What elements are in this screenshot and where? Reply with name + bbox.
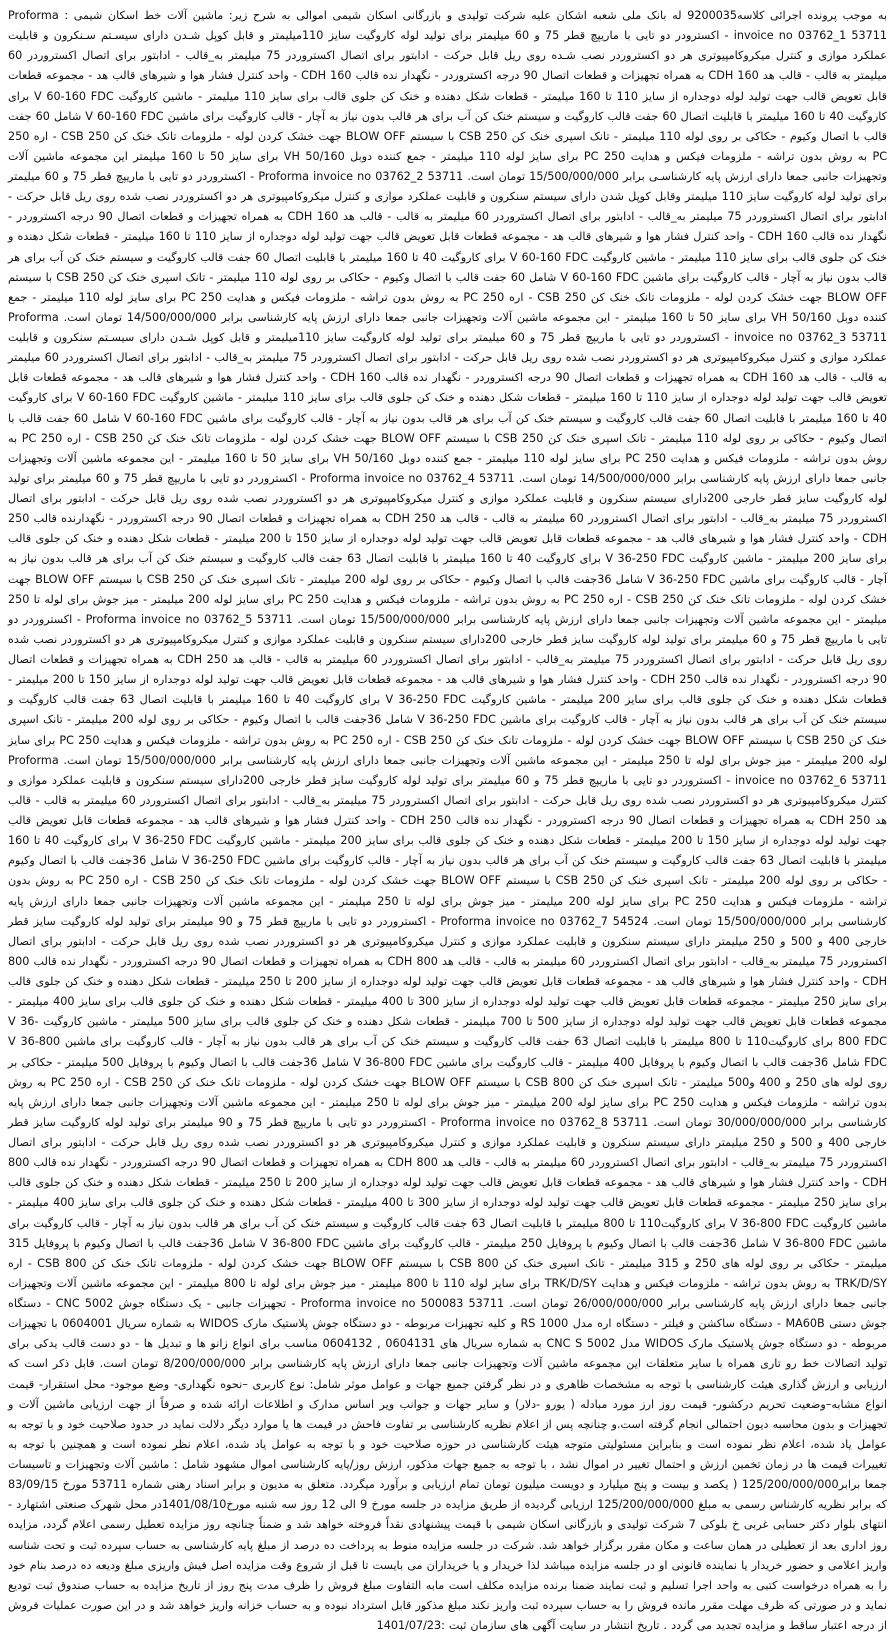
auction-notice-text: به موجب پرونده اجرائی کلاسه9200035 له بانک ملی شعبه اشکان علیه شرکت تولیدی و بازرگانی اسکان شیمی اموالی به شرح زیر: ماشین آلات خط اسکان شیمی : Proforma invoice no 03762_1 53711 - اکسترودر دو تایی با ماریپچ قطر 75 و 60 میلیمتر برای تولید لوله کاروگیت سایز 110میلیمتر و قابل کوپل شـدن دارای سیسـتم سـنکرون و قابلیت عملکرد موازی و کنترل میکروکامپیوتری هر دو اکستروردر نصب شـده روی ریل قابل حرکت - ادابتور برای اتصال اکستروردر 75 میلیمتر به_قالب - ادابتور برای اتصال اکستروردر 60 میلیمتر به قالب - قالب هد 160 CDH به همراه تجهیزات و قطعات اتصال 90 درجه اکستروردر - نگهدار نده قالب 160 CDH - واحد کنترل فشار هوا و شیرهای قالب هد - مجموعه قطعات قابل تعویض قالب جهت تولید لوله دوجداره از سایز 110 تا 160 میلیمتر - قطعات شکل دهنده و خنک کن جلوی قالب برای سایز 110 میلیمتر - ماشین کاروگیت V 60-160 FDC برای کاروگیت 40 تا 160 میلیمتر با قابلیت اتصال 60 جفت قالب کاروگیت و سیستم خنک کن آب برای هر قالب بدون نیاز به آچار - قالب کاروگیت برای ماشین V 60-160 FDC شامل 60 جفت قالب با اتصال وکیوم - حکاکی بر روی لوله 110 میلیمتر - تانک اسپری خنک کن 250 CSB با سیستم BLOW OFF جهت خشک کردن لوله - ملزومات تانک خنک کن 250 CSB - اره 250 PC به روش بدون تراشه - ملزومات فیکس و هدایت 250 PC برای سایز لوله 110 میلیمتر - جمع کننده دوبل 50/160 VH برای سایز 50 تا 160 میلیمتر این مجموعه ماشین آلات وتجهیزات جانبی جمعا دارای ارزش پایه کارشناسـی برابر 15/500/000/000 تومان است. Proforma invoice no 03762_2 53711 - اکستروردر دو تایی با ماریپچ قطر 75 و 60 میلیمتر برای تولید لوله کاروگیت سایز 110 میلیمتر وقابل کوپل شدن دارای سیستم سنکرون و قابلیت عملکرد موازی و کنترل میکروکامپیوتری هر دو اکستروردر نصب شده روی ریل قابل حرکت - ادابتور برای اتصال اکستروردر 75 میلیمتر به_قالب - ادابتور برای اتصال اکستروردر 60 میلیمتر به قالب - قالب هد 160 CDH به همراه تجهیزات و قطعات اتصال 90 درجه اکستروردر - نگهدار نده قالب 160 CDH - واحد کنترل فشار هوا و شیرهای قالب هد - مجموعه قطعات قابل تعویض قالب جهت تولید لوله دوجداره از سایز 110 تا 160 میلیمتر - قطعات شکل دهنده و خنک کن جلوی قالب برای سایز 110 میلیمتر - ماشین کاروگیت V 60-160 FDC برای کاروگیت 40 تا 160 میلیمتر با قابلیت اتصال 60 جفت قالب کاروگیت و سیستم خنک کن آب برای هر قالب بدون نیاز به آچار - قالب کاروگیت برای ماشین V 60-160 FDC شامل 60 جفت قالب با اتصال وکیوم - حکاکی بر روی لوله 110 میلیمتر - تانک اسپری خنک کن CSB 250 با سیستم BLOW OFF جهت خشک کردن لوله - ملزومات تانک خنک کن 250 CSB - اره 250 PC به روش بدون تراشه - ملزومات فیکس و هدایت 250 PC برای سایز لوله 110 میلیمتر - جمع کننده دوبل 50/160 VH برای سایز 50 تا 160 میلیمتر - این مجموعه ماشین آلات وتجهیزات جانبی جمعا دارای ارزش پایه کارشناسی برابر 14/500/000/000 تومان است. Proforma invoice no 03762_3 53711 - اکستروردر دو تایی با ماریپچ قطر 75 و 60 میلیمتر برای تولید لوله کاروگیت سایز 110میلیمتر و قابل کوپل شـدن دارای سیسـتم سنکرون و قابلیت عملکرد موازی و کنترل میکروکامپیوتری هر دو اکستروردر نصب شده روی ریل قابل حرکت - ادابتور برای اتصال اکستروردر 75 میلیمتر به_قالب - ادابتور برای اتصال اکستروردر 60 میلیمتر به قالب - قالب هد 160 CDH به همراه تجهیزات و قطعات اتصال 90 درجه اکستروردر - نگهدار نده قالب 160 CDH - واحد کنترل فشار هوا و شیرهای قالب هد - مجموعه قطعات قابل تعویض قالب جهت تولید لوله دوجداره از سایز 110 تا 160 میلیمتر - قطعات شکل دهنده و خنک کن جلوی قالب برای سایز 110 میلیمتر - ماشین کاروگیت V 60-160 FDC برای کاروگیت 40 تا 160 میلیمتر با قابلیت اتصال 60 جفت قالب کاروگیت و سیستم خنک کن آب برای هر قالب بدون نیاز به آچار - قالب کاروگیت برای ماشین V 60-160 FDC شامل 60 جفت قالب با اتصال وکیوم - حکاکی بر روی لوله 110 میلیمتر - تانک اسپری خنک کن 250 CSB با سیستم BLOW OFF جهت خشک کردن لوله - ملزومات تانک خنک کن 250 CSB - اره 250 PC به روش بدون تراشه - ملزومات فیکس و هدایت 250 PC برای سایز لوله 110 میلیمتر - جمع کننده دوبل 50/160 VH برای سایز 50 تا 160 میلیمتر - این مجموعه ماشین آلات وتجهیزات جانبی جمعا دارای ارزش پایه کارشناسی برابر 14/500/000/000 تومان است. Proforma invoice no 03762_4 53711 - اکستروردر دو تایی با ماریپچ قطر 75 و 60 میلیمتر برای تولید لوله کاروگیت سایز قطر خارجی 200دارای سیستم سنکرون و قابلیت عملکرد موازی و کنترل میکروکامپیوتری هر دو اکستروردر نصب شده روی ریل قابل حرکت - ادابتور برای اتصال اکستروردر 75 میلیمتر به_قالب - ادابتور برای اتصال اکستروردر 60 میلیمتر به قالب - قالب هد 250 CDH به همراه تجهیزات و قطعات اتصال 90 درجه اکستروردر - نگهدارنده قالب 250 CDH - واحد کنترل فشار هوا و شیرهای قالب هد - مجموعه قطعات قابل تعویض قالب جهت تولید لوله دوجداره از سایز 150 تا 200 میلیمتر - قطعات شکل دهنده و خنک کن جلوی قالب برای سایز 200 میلیمتر - ماشین کاروگیت V 36-250 FDC برای کاروگیت 40 تا 160 میلیمتر با قابلیت اتصال 63 جفت قالب کاروگیت و سیستم خنک کن آب برای هر قالب بدون نیاز به آچار - قالب کاروگیت برای ماشین V 36-250 FDC شامل 36جفت قالب با اتصال وکیوم - حکاکی بر روی لوله 200 میلیمتر - تانک اسپری خنک کن CSB 250 با سیستم BLOW OFF جهت خشک کردن لوله - ملزومات تانک خنک کن 250 CSB - اره 250 PC به روش بدون تراشه - ملزومات فیکس و هدایت 250 PC برای سایز لوله 200 میلیمتر - میز جوش برای لوله تا 250 میلیمتر - این مجموعه ماشین آلات وتجهیزات جانبی جمعا دارای ارزش پایه کارشناسی برابر 15/500/000/000 تومان است. Proforma invoice no 03762_5 53711 - اکستروردر دو تایی با ماریپچ قطر 75 و 60 میلیمتر برای تولید لوله کاروگیت سایز قطر خارجی 200دارای سیستم سنکرون و قابلیت عملکرد موازی و کنترل میکروکامپیوتری هر دو اکستروردر نصب شده روی ریل قابل حرکت - ادابتور برای اتصال اکستروردر 75 میلیمتر به_قالب - ادابتور برای اتصال اکستروردر 60 میلیمتر به قالب - قالب هد 250 CDH به همراه تجهیزات و قطعات اتصال 90 درجه اکستروردر - نگهدار نده قالب 250 CDH - واحد کنترل فشار هوا و شیرهای قالب هد - مجموعه قطعات قابل تعویض قالب جهت تولید لوله دوجداره از سایز 150 تا 200 میلیمتر - قطعات شکل دهنده و خنک کن جلوی قالب برای سایز 200 میلیمتر - ماشین کاروگیت V 36-250 FDC برای کاروگیت 40 تا 160 میلیمتر با قابلیت اتصال 63 جفت قالب کاروگیت و سیستم خنک کن آب برای هر قالب بدون نیاز به آچار - قالب کاروگیت برای ماشین V 36-250 FDC شامل 36جفت قالب با اتصال وکیوم - حکاکی بر روی لوله 200 میلیمتر - تانک اسپری خنک کن 250 CSB با سیستم BLOW OFF جهت خشک کردن لوله - ملزومات تانک خنک کن 250 CSB - اره 250 PC به روش بدون تراشه - ملزومات فیکس و هدایت 250 PC برای سایز لوله 200 میلیمتر - میز جوش برای لوله تا 250 میلیمتر - این مجموعه ماشین آلات وتجهیزات جانبی جمعا دارای ارزش پایه کارشناسی برابر 15/500/000/000 تومان است. Proforma invoice no 03762_6 53711 - اکستروردر دو تایی با ماریپچ قطر 75 و 60 میلیمتر برای تولید لوله کاروگیت سایز قطر خارجی 200دارای سیستم سنکرون و قابلیت عملکرد موازی و کنترل میکروکامپیوتری هر دو اکستروردر نصب شده روی ریل قابل حرکت - ادابتور برای اتصال اکستروردر 75 میلیمتر به_قالب - ادابتور برای اتصال اکستروردر 60 میلیمتر به قالب - قالب هد 250 CDH به همراه تجهیزات و قطعات اتصال 90 درجه اکستروردر - نگهدار نده قالب 250 CDH - واحد کنترل فشار هوا و شیرهای قالب هد - مجموعه قطعات قابل تعویض قالب جهت تولید لوله دوجداره از سایز 150 تا 200 میلیمتر - قطعات شکل دهنده و خنک کن جلوی قالب برای سایز 200 میلیمتر - ماشین کاروگیت V 36-250 FDC برای کاروگیت 40 تا 160 میلیمتر با قابلیت اتصال 63 جفت قالب کاروگیت و سیستم خنک کن آب برای هر قالب بدون نیاز به آچار - قالب کاروگیت برای ماشین V 36-250 FDC شامل 36جفت قالب با اتصال وکیوم - حکاکی بر روی لوله 200 میلیمتر - تانک اسپری خنک کن CSB 250 با سیستم BLOW OFF جهت خشک کردن لوله - ملزومات تانک خنک کن 250 CSB - اره 250 PC به روش بدون تراشه - ملزومات فیکس و هدایت 250 PC برای سایز لوله 200 میلیمتر - میز جوش برای لوله تا 250 میلیمتر - این مجموعه ماشین آلات وتجهیزات جانبی جمعا دارای ارزش پایه کارشناسی برابر 15/500/000/000 تومان است. Proforma invoice no 03762_7 54524 - اکستروردر دو تایی با ماریپچ قطر 75 و 90 میلیمتر برای تولید لوله کاروگیت سایز قطر خارجی 400 و 500 و 250 میلیمتر دارای سیستم سنکرون و قابلیت عملکرد موازی و کنترل میکروکامپیوتری هر دو اکستروردر نصب شده روی ریل قابل حرکت - ادابتور برای اتصال اکستروردر 75 میلیمتر به_قالب - ادابتور برای اتصال اکستروردر 60 میلیمتر به قالب - قالب هد 800 CDH به همراه تجهیزات و قطعات اتصال 90 درجه اکستروردر - نگهدار نده قالب 800 CDH - واحد کنترل فشار هوا و شیرهای قالب هد - مجموعه قطعات قابل تعویض قالب جهت تولید لوله دوجداره از سایز 200 تا 250 میلیمتر - قطعات شکل دهنده و خنک کن جلوی قالب برای سایز 250 میلیمتر - مجموعه قطعات قابل تعویض قالب جهت تولید لوله دوجداره از سایز 300 تا 400 میلیمتر - قطعات شکل دهنده و خنک کن جلوی قالب برای سایز 400 میلیمتر - مجموعه قطعات قابل تعویض قالب جهت تولید لوله دوجداره از سایز 500 تا 700 میلیمتر - قطعات شکل دهنده و خنک کن جلوی قالب برای سایز 500 میلیمتر - ماشین کاروگیت V 36-800 FDC برای کاروگیت110 تا 800 میلیمتر با قابلیت اتصال 63 جفت قالب کاروگیت و سیستم خنک کن آب برای هر قالب بدون نیاز به آچار - قالب کاروگیت برای ماشین V 36-800 FDC شامل 36جفت قالب با اتصال وکیوم با پروفایل 400 میلیمتر - قالب کاروگیت برای ماشین V 36-800 FDC شامل 36جفت قالب با اتصال وکیوم با پروفایل 500 میلیمتر - حکاکی بر روی لوله های 250 و 400 و500 میلیمتر - تانک اسپری خنک کن 800 CSB با سیستم BLOW OFF جهت خشک کردن لوله - ملزومات تانک خنک کن 250 CSB - اره 250 PC به روش بدون تراشه - ملزومات فیکس و هدایت 250 PC برای سایز لوله 200 میلیمتر - میز جوش برای لوله تا 250 میلیمتر - این مجموعه ماشین آلات وتجهیزات جانبی جمعا دارای ارزش پایه کارشناسی برابر 30/000/000/000 تومان است. Proforma invoice no 03762_8 53711 - اکستروردر دو تایی با ماریپچ قطر 75 و 90 میلیمتر برای تولید لوله کاروگیت سایز قطر خارجی 400 و 500 و 250 میلیمتر دارای سیستم سنکرون و قابلیت عملکرد موازی و کنترل میکروکامپیوتری هر دو اکستروردر نصب شده روی ریل قابل حرکت - ادابتور برای اتصال اکستروردر 75 میلیمتر به_قالب - ادابتور برای اتصال اکستروردر 60 میلیمتر به قالب - قالب هد 800 CDH به همراه تجهیزات و قطعات اتصال 90 درجه اکستروردر - نگهدار نده قالب 800 CDH - واحد کنترل فشار هوا و شیرهای قالب هد - مجموعه قطعات قابل تعویض قالب جهت تولید لوله دوجداره از سایز 200 تا 250 میلیمتر - قطعات شکل دهنده و خنک کن جلوی قالب برای سایز 250 میلیمتر - مجموعه قطعات قابل تعویض قالب جهت تولید لوله دوجداره از سایز 300 تا 400 میلیمتر - قطعات شکل دهنده و خنک کن جلوی قالب برای سایز 400 میلیمتر - ماشین کاروگیت V 36-800 FDC برای کاروگیت110 تا 800 میلیمتر با قابلیت اتصال 63 جفت قالب کاروگیت و سیستم خنک کن آب برای هر قالب بدون نیاز به آچار - قالب کاروگیت برای ماشین V 36-800 FDC شامل 36جفت قالب با اتصال وکیوم با پروفایل 250 میلیمتر - قالب کاروگیت برای ماشین V 36-800 FDC شامل 36جفت قالب با اتصال وکیوم با پروفایل 315 میلیمتر - حکاکی بر روی لوله های 250 و 315 میلیمتر - تانک اسپری خنک کن 800 CSB با سیستم BLOW OFF جهت خشک کردن لوله - ملزومات تانک خنک کن 800 CSB - اره TRK/D/SY به روش بدون تراشه - ملزومات فیکس و هدایت TRK/D/SY برای سایز لوله 110 تا 800 میلیمتر - میز جوش برای لوله تا 800 میلیمتر - این مجموعه ماشین آلات وتجهیزات جانبی جمعا دارای ارزش پایه کارشناسی برابر 26/000/000/000 تومان است. Proforma invoice no 500083 53711 - تجهیزات جانبی - یک دستگاه جوش CNC 5002 - دستگاه جوش دستی MA60B - دستگاه ساکشن و فیلتر - دستگاه اره مدل RS 1000 و کلیه تجهیزات مربوطه - دو دستگاه جوش پلاستیک مارک WIDOS به شماره سریال 0604001 با تجهیزات مربوطه - دو دستگاه جوش پلاستیک مارک WIDOS مدل CNC S 5002 به شماره سریال های 0604131 , 0604132 مناسب برای انواع زانو ها و تبدیل ها - دو دست قالب یدکی برای تولید اتصالات خط رو تاری همراه با سایر متعلقات این مجموعه ماشین آلات وتجهیزات جانبی جمعا دارای ارزش پایه کارشناسی برابر 8/200/000/000 تومان است. قابل ذکر است که ارزیابی و ارزش گذاری هیئت کارشناسی با توجه به مشخصات ظاهری و در نظر گرفتن جمیع جهات و عوامل موثر شامل: نوع کاربری –نحوه نگهداری- وضع موجود- محل استقرار- قیمت انواع مشابه–وضعیت تحریم درکشور- قیمت روز ارز مورد مبادله ( یورو -دلار) و سایر جهات و جوانب ویر اساس مدارک و اطلاعات ارائه شده و صرفاً از جهت ارزیابی ماشین آلات و تجهیزات و بدون محاسبه دیون احتمالی انجام گرفته است.و چنانچه پس از اعلام نظریه کارشناسی بر تفاوت فاحش در قیمت ها یا موارد دیگر دلالت نماید در حدود صلاحیت خود و با توجه به عوامل یاد شده، اعلام نظر نموده است و بنابراین مسئولیتی متوجه هیئت کارشناسی در حوزه صلاحیت خود و با توجه به عوامل یاد شده، اعلام نظر نموده است و همچنین با توجه به تغییرات قیمت ها در زمان تخمین ارزش و احتمال تغییر در اموال نشد ، با توجه به جمیع جهات مذکور، ارزش روز/پایه کارشناسی اموال مشهود شامل : ماشین آلات وتجهیزات و تاسیسات جمعا برابر125/200/000/000 ( یکصد و بیست و پنج میلیارد و دویست میلیون تومان تمام ارزیابی و برآورد میگردد. متعلق به مدیون و برابر اسناد رهنی شماره 53711 مورخ 83/09/15 که برابر نظریه کارشناس رسمی به مبلغ 125/200/000/000 ارزیابی گردیده از طریق مزایده در جلسه مورخ 9 الی 12 روز سه شنبه مورخ1401/08/10در محل شهرک صنعتی اشتهارد - انتهای بلوار دکتر حسابی غربی خ بلوکی 7 شرکت تولیدی و بازرگانی اسکان شیمی با قیمت پیشنهادی نقداً فروخته خواهد شد و ضمناً چنانچه روز مزایده تعطیل رسمی اعلام گردد، مزایده روز اداری بعد از تعطیلی در همان ساعت و مکان مقرر برگزار خواهد شد. شرکت در جلسه مزایده منوط به پرداخت ده درصد از مبلغ پایه کارشناسی به حساب سپرده ثبت و تحت شناسه واریز اعلامی و حضور خریدار یا نماینده قانونی او در جلسه مزایده میباشد لذا خریدار و یا خریداران می بایست تا قبل از شروع وقت مزایده اصل فیش واریزی مبلغ ودیعه ده درصد بنام خود را به همراه درخواست کتبی به واحد اجرا تسلیم و ثبت نمایند ضمنا برنده مزایده مکلف است مابه التفاوت مبلغ فروش را ظرف مدت پنج روز از تاریخ مزایده به حساب صندوق ثبت تودیع نماید و در صورتی که ظرف مهلت مقرر مانده فروش را به حساب سپرده ثبت واریز نکند مبلغ مذکور قابل استرداد نبوده و به حساب خزانه واریز خواهد شد و در این صورت عملیات فروش از درجه اعتبار ساقط و مزایده تجدید می گردد . تاریخ انتشار در سایت آگهی های سازمان ثبت :1401/07/23 bbox=[8, 9, 888, 1632]
